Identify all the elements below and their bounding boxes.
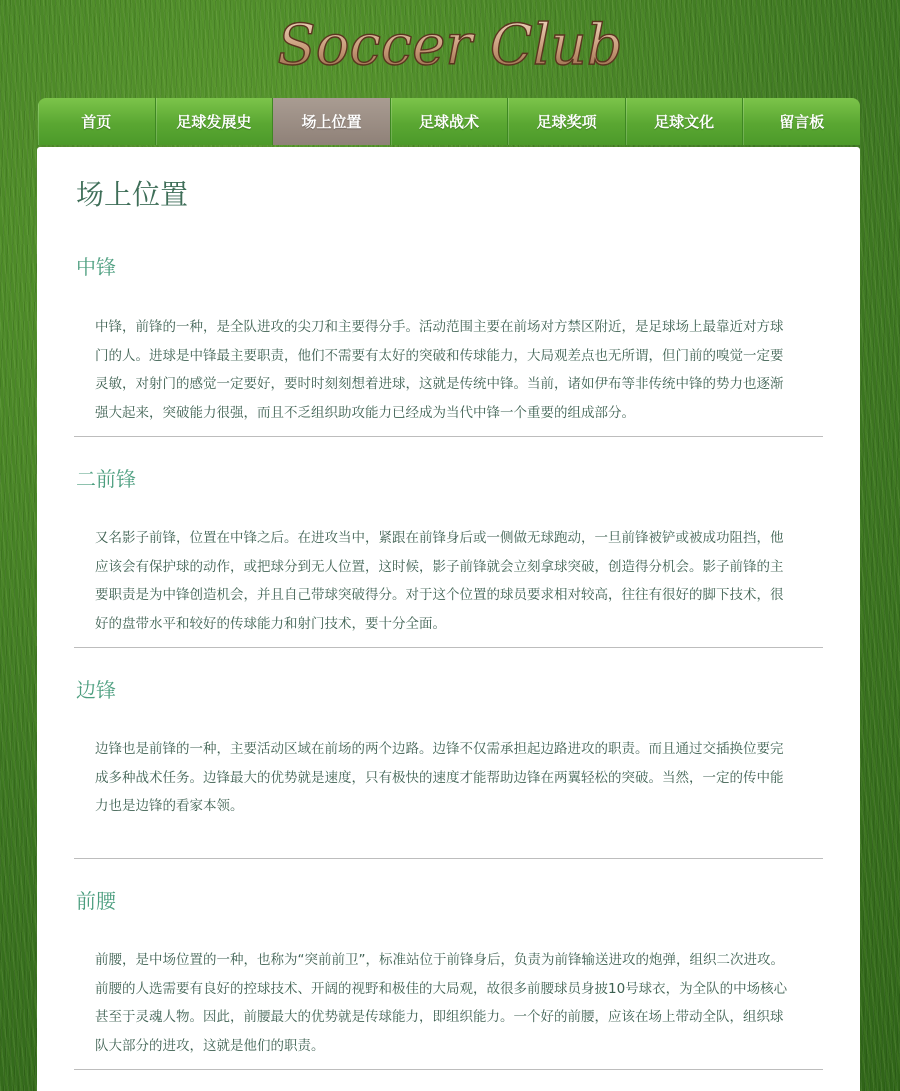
main-content <box>37 147 860 1091</box>
nav-item-culture[interactable]: 足球文化 <box>626 98 744 145</box>
section-title: 中锋 <box>76 255 116 279</box>
section-text: 又名影子前锋，位置在中锋之后。在进攻当中，紧跟在前锋身后或一侧做无球跑动，一旦前锋被铲或被成功阻挡，他应该会有保护球的动作，或把球分到无人位置，这时候，影子前锋就会立刻拿球突破，创造得分机会。影子前锋的主要职责是为中锋创造机会，并且自己带球突破得分。对于这个位置的球员要求相对较高，往往有很好的脚下技术，很好的盘带水平和较好的传球能力和射门技术，要十分全面。 <box>95 530 784 633</box>
section-attacking-midfielder <box>74 885 823 1070</box>
site-logo-text: Soccer Club <box>277 13 623 78</box>
nav-item-history[interactable]: 足球发展史 <box>156 98 274 145</box>
site-logo-graphic <box>240 6 660 86</box>
section-center-forward <box>74 251 823 437</box>
nav-item-tactics[interactable]: 足球战术 <box>391 98 509 145</box>
site-logo[interactable] <box>0 6 900 86</box>
nav-item-positions[interactable]: 场上位置 <box>273 98 391 145</box>
section-text: 边锋也是前锋的一种，主要活动区域在前场的两个边路。边锋不仅需承担起边路进攻的职责。而且通过交插换位要完成多种战术任务。边锋最大的优势就是速度，只有极快的速度才能帮助边锋在两翼轻松的突破。当然，一定的传中能力也是边锋的看家本领。 <box>95 741 784 815</box>
section-text: 中锋，前锋的一种，是全队进攻的尖刀和主要得分手。活动范围主要在前场对方禁区附近，是足球场上最靠近对方球门的人。进球是中锋最主要职责，他们不需要有太好的突破和传球能力，大局观差点也无所谓，但门前的嗅觉一定要灵敏，对射门的感觉一定要好，要时时刻刻想着进球，这就是传统中锋。当前，诸如伊布等非传统中锋的势力也逐渐强大起来，突破能力很强，而且不乏组织助攻能力已经成为当代中锋一个重要的组成部分。 <box>95 319 784 422</box>
section-title: 边锋 <box>76 678 116 702</box>
main-nav <box>38 98 860 145</box>
section-text: 前腰，是中场位置的一种，也称为“突前前卫”，标准站位于前锋身后，负责为前锋输送进攻的炮弹，组织二次进攻。前腰的人选需要有良好的控球技术、开阔的视野和极佳的大局观，故很多前腰球员身披10号球衣，为全队的中场核心甚至于灵魂人物。因此，前腰最大的优势就是传球能力，即组织能力。一个好的前腰，应该在场上带动全队，组织球队大部分的进攻，这就是他们的职责。 <box>95 952 788 1055</box>
section-second-striker <box>74 463 823 648</box>
page-title: 场上位置 <box>76 178 189 211</box>
section-title: 二前锋 <box>76 467 136 491</box>
nav-item-awards[interactable]: 足球奖项 <box>508 98 626 145</box>
nav-item-home[interactable]: 首页 <box>38 98 156 145</box>
nav-item-guestbook[interactable]: 留言板 <box>743 98 860 145</box>
section-title: 前腰 <box>76 889 116 913</box>
section-winger <box>74 674 823 859</box>
